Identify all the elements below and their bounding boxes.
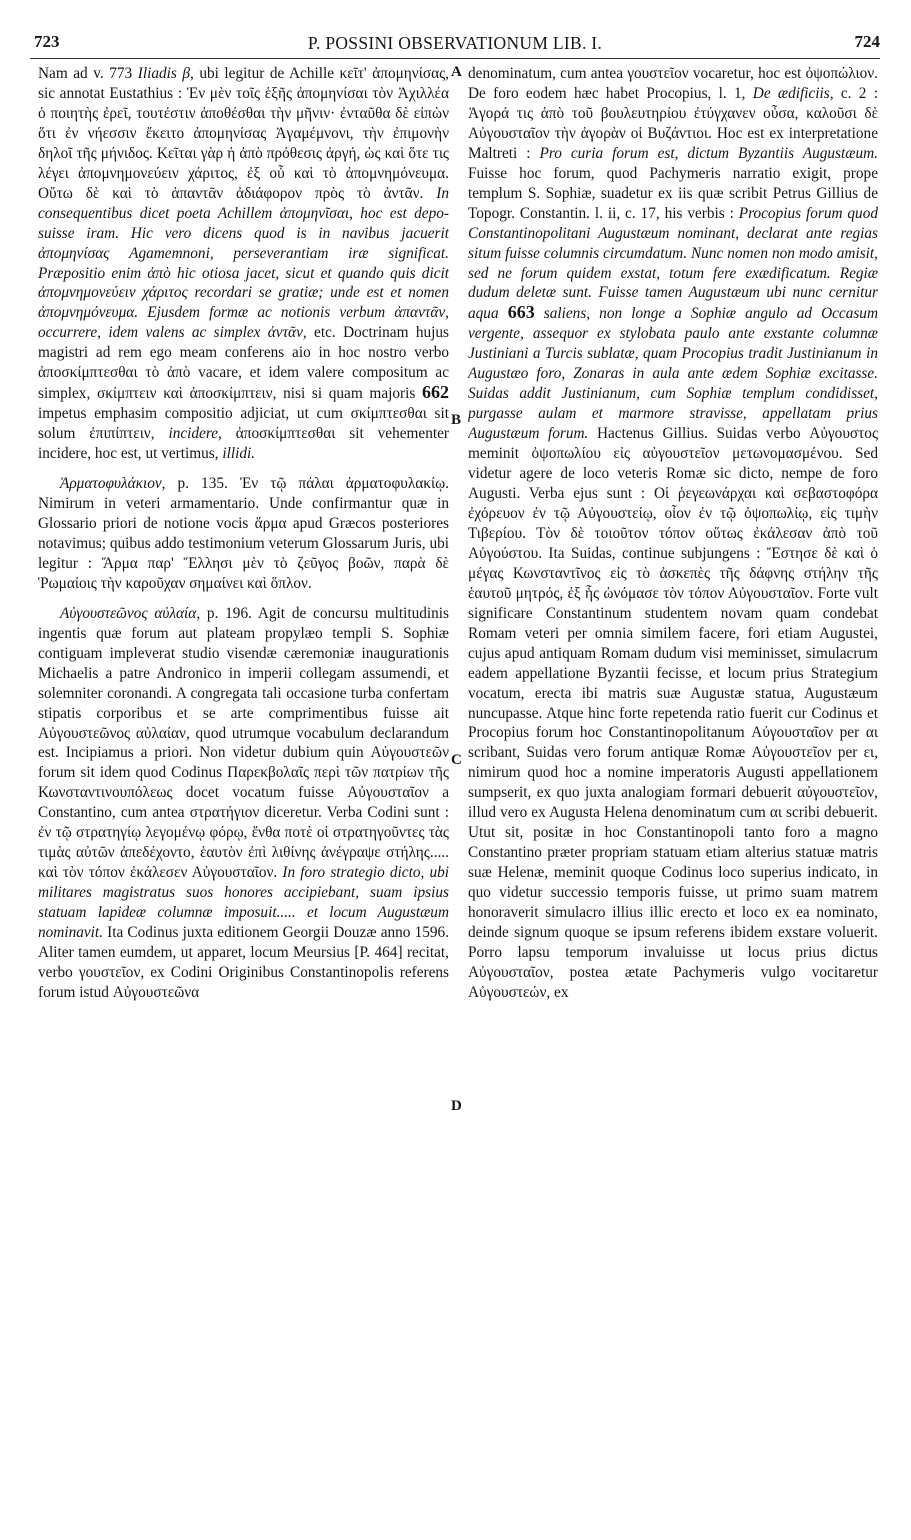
paragraph-eustathius: Nam ad v. 773 Iliadis β, ubi legitur de Achille κεῖτ' ἀπομηνίσας, sic annotat Eustathius : Ἐν μὲν τοῖς ἑξῆς ἀπομηνίσαι τὸν Ἀχιλλέα ὁ ποιητὴς ἐρεῖ, τουτέστιν ἀποθέσθαι τὴν μῆνιν· ἐνταῦθα δὲ εἰπὼν ὅτι ἐν νήεσσιν ἔκειτο ἀπομηνίσας Ἀγαμέμνονι, τὴν ἐπιμονὴν δηλοῖ τῆς μήνιδος. Κεῖται γὰρ ἡ ἀπὸ πρόθεσις ἀργή, ὡς καὶ ὅτε τις λέγει ἀπομνημονεύειν χάριτος, ἐξ οὗ καὶ τὸ ἀπομνημόνευμα. Οὕτω δὲ καὶ τὸ ἀπαντᾶν ἀδιάφορον πρὸς τὸ ἀντᾶν. In consequentibus dicet poeta Achillem ἀπομηνῖσαι, hoc est deposuisse iram. Hic vero dicens quod is in navibus jacuerit ἀπομηνίσας Agamemnoni, perseverantiam iræ significat. Præpositio enim ἀπὸ hic otiosa jacet, sicut et quando quis dicit ἀπομνημονεύειν χάριτος recordari se gratiæ; unde est et nomen ἀπομνημόνευμα. Ejusdem formæ ac notionis verbum ἀπαντᾶν, occurrere, idem valens ac simplex ἀντᾶν, etc. Doctrinam hujus magistri ad rem ego meam conferens aio in hoc nostro verbo ἀποσκίμπτεσθαι τὸ ἀπὸ vacare, et idem valere compositum ac simplex, σκίμπτειν καὶ ἀποσκίμπτειν, nisi si quam majoris 662 impetus emphasim compositio adjiciat, ut cum σκίμπτεσθαι sit solum ἐπιπίπτειν, incidere, ἀποσκίμπτεσθαι sit vehementer incidere, hoc est, ut vertimus, illidi.: [38, 65, 449, 463]
page-number-left: 723: [34, 32, 60, 51]
right-column: [468, 64, 878, 1539]
page-number-right: 724: [854, 32, 880, 51]
entry-headword: Αὐγουστεῶνος αὐλαία,: [60, 604, 201, 622]
margin-marker-a: A: [451, 64, 462, 80]
column-number-marker: 662: [422, 382, 449, 403]
entry-augusteonos-aulaia: Αὐγουστεῶνος αὐλαία, p. 196. Agit de concursu multitudinis ingentis quæ forum aut plateam propylæo templi S. Sophiæ contiguam impleverat studio visendæ cæremoniæ inaugurationis Michaelis a patre Andronico in imperii collegam assumendi, et solemniter coronandi. A congregata tali occasione turba confertam stipatis corporibus et se arte comprimentibus fuisse ait Αὐγουστεῶνος αὐλαίαν, quod utrumque vocabulum declarandum est. Incipiamus a priori. Non videtur dubium quin Αὐγουστεῶν forum sit idem quod Codinus Παρεκβολαῖς περὶ τῶν πατρίων τῆς Κωνσταντινουπόλεως docet vocatum fuisse Αὐγουσταῖον a Constantino, cum antea στρατήγιον diceretur. Verba Codini sunt : ἐν τῷ στρατηγίῳ λεγομένῳ φόρῳ, ἔνθα ποτὲ οἱ στρατηγοῦντες τὰς τιμὰς αὐτῶν ἀπεδέχοντο, ἑαυτὸν ἐπὶ λιθίνης ἀνέγραψε στήλης..... καὶ τὸν τόπον ἐκάλεσεν Αὐγουσταῖον. In foro strategio dicto, ubi militares magistratus suos honores accipiebant, suam ipsius statuam lapideæ columnæ imposuit..... et locum Augustæum nominavit. Ita Codinus juxta editionem Georgii Douzæ anno 1596. Aliter tamen eumdem, ut apparet, locum Meursius [P. 464] recitat, verbo γουστεῖον, ex Codini Originibus Constantinopolis referens forum istud Αὐγουστεῶνα: [38, 604, 449, 1001]
margin-marker-d: D: [451, 1098, 462, 1114]
entry-headword: Ἁρματοφυλάκιον,: [60, 475, 166, 493]
margin-marker-c: C: [451, 752, 462, 768]
margin-marker-b: B: [451, 412, 462, 428]
running-header: [30, 32, 880, 59]
entry-harmatophylakion: Ἁρματοφυλάκιον, p. 135. Ἐν τῷ πάλαι ἁρματοφυλακίῳ. Nimirum in veteri armamentario. Unde confirmantur quæ in Glossario priori de notione vocis ἅρμα apud Græcos posteriores notavimus; quibus addo testimonium veterum Glossarum Juris, ubi legitur : Ἅρμα παρ' Ἕλλησι μὲν τὸ ζεῦγος βοῶν, παρὰ δὲ Ῥωμαίοις τὴν καροῦχαν σημαίνει καὶ ὅπλον.: [38, 475, 449, 592]
column-number-marker: 663: [507, 302, 535, 323]
left-column: [38, 64, 449, 1539]
running-title: P. POSSINI OBSERVATIONUM LIB. I.: [307, 33, 603, 53]
paragraph-augusteum: denominatum, cum antea γουστεῖον vocaretur, hoc est ὀψοπώλιον. De foro eodem hæc habet Procopius, l. 1, De ædificiis, c. 2 : Ἀγορά τις ἀπὸ τοῦ βουλευτηρίου ἐτύγχανεν οὖσα, καλοῦσι δὲ Αὐγουσταῖον τὴν ἀγορὰν οἱ Βυζάντιοι. Hoc est ex interpretatione Maltreti : Pro curia forum est, dictum Byzantiis Augustæum. Fuisse hoc forum, quod Pachymeris narratio exigit, prope templum S. Sophiæ, suadetur ex iis quæ scribit Petrus Gillius de Topogr. Constantin. l. ii, c. 17, his verbis : Procopius forum quod Constantinopolitani Augustæum nominant, declarat ante regias situm fuisse columnis circumdatum. Nunc nomen non modo amisit, sed ne forum quidem exstat, totum fere exædificatum. Regiæ dudum deletæ sunt. Fuisse tamen Augustæum ubi nunc cernitur aqua 663 saliens, non longe a Sophiæ angulo ad Occasum vergente, assequor ex stylobata paulo ante exstante columnæ Justiniani a Turcis sublatæ, quam Procopius tradit Justinianum in Augustæo foro, Zonaras in aula ante ædem Sophiæ excitasse. Suidas addit Justinianum, cum Sophiæ templum condidisset, purgasse aulam et marmore stravisse, appellatam prius Augustæum forum. Hactenus Gillius. Suidas verbo Αὐγουστος meminit ὀψοπωλίου εἰς αὐγουστεῖον μετωνομασμένου. Sed videtur agere de loco veteris Romæ sic dicto, nempe de foro Augusti. Verba ejus sunt : Οἱ ῥεγεωνάρχαι καὶ σεβαστοφόρα ἐχόρευον ἐν τῷ Αὐγουστείῳ, οἷον ἐν τῷ ὀψοπωλίῳ, εἰς τιμὴν Τιβερίου. Τὸν δὲ τοιοῦτον τόπον οὕτως ἐκάλεσαν ἀπὸ τοῦ Αὐγούστου. Ita Suidas, continue subjungens : Ἔστησε δὲ καὶ ὁ μέγας Κωνσταντῖνος εἰς τὸ ἀσκεπὲς τῆς δάφνης στήλην τῆς ἑαυτοῦ μητρός, ἐξ ἧς ὠνόμασε τὸν τόπον Αὐγουσταῖον. Forte vult significare Constantinum studentem novam quam condebat Romam veteri per omnia similem facere, fori etiam Augustei, cujus apud antiquam Romam dudum visi meminisset, simulacrum eadem appellatione Byzantii fecisse, et locum prius Strategium vocatum, erecta ibi matris suæ Augustæ statua, Augustæum nuncupasse. Atque hinc forte repetenda ratio fuerit cur Codinus et Procopius forum hoc Constantinopolitanum Αὐγουσταῖον per αι scribant, Suidas vero forum antiquæ Romæ Αὐγουστεῖον per ει, nimirum quod hoc a nomine imperatoris Augusti appellationem sumpserit, ex quo juxta analogiam formari debuerit αὐγουστεῖον, illud vero ex Augusta Helena denominatum cum αι scribi debuerit. Utut sit, positæ in hoc Constantinopoli tanto foro a magno Constantino præter propriam statuam etiam alterius statuæ matris suæ Helenæ, meminit quoque Codinus loco superius indicato, in quo videtur successio temporis fuisse, ut primo suam matrem honoraverit simulacro illius illic erecto et loco ex ea nominato, deinde signum quoque se ipsum referens ibidem exstare voluerit. Porro lapsu temporum invaluisse ut locus prius dictus Αὐγουσταῖον, postea ætate Pachymeris vulgo vocitaretur Αὐγουστεών, ex: [468, 65, 878, 1001]
